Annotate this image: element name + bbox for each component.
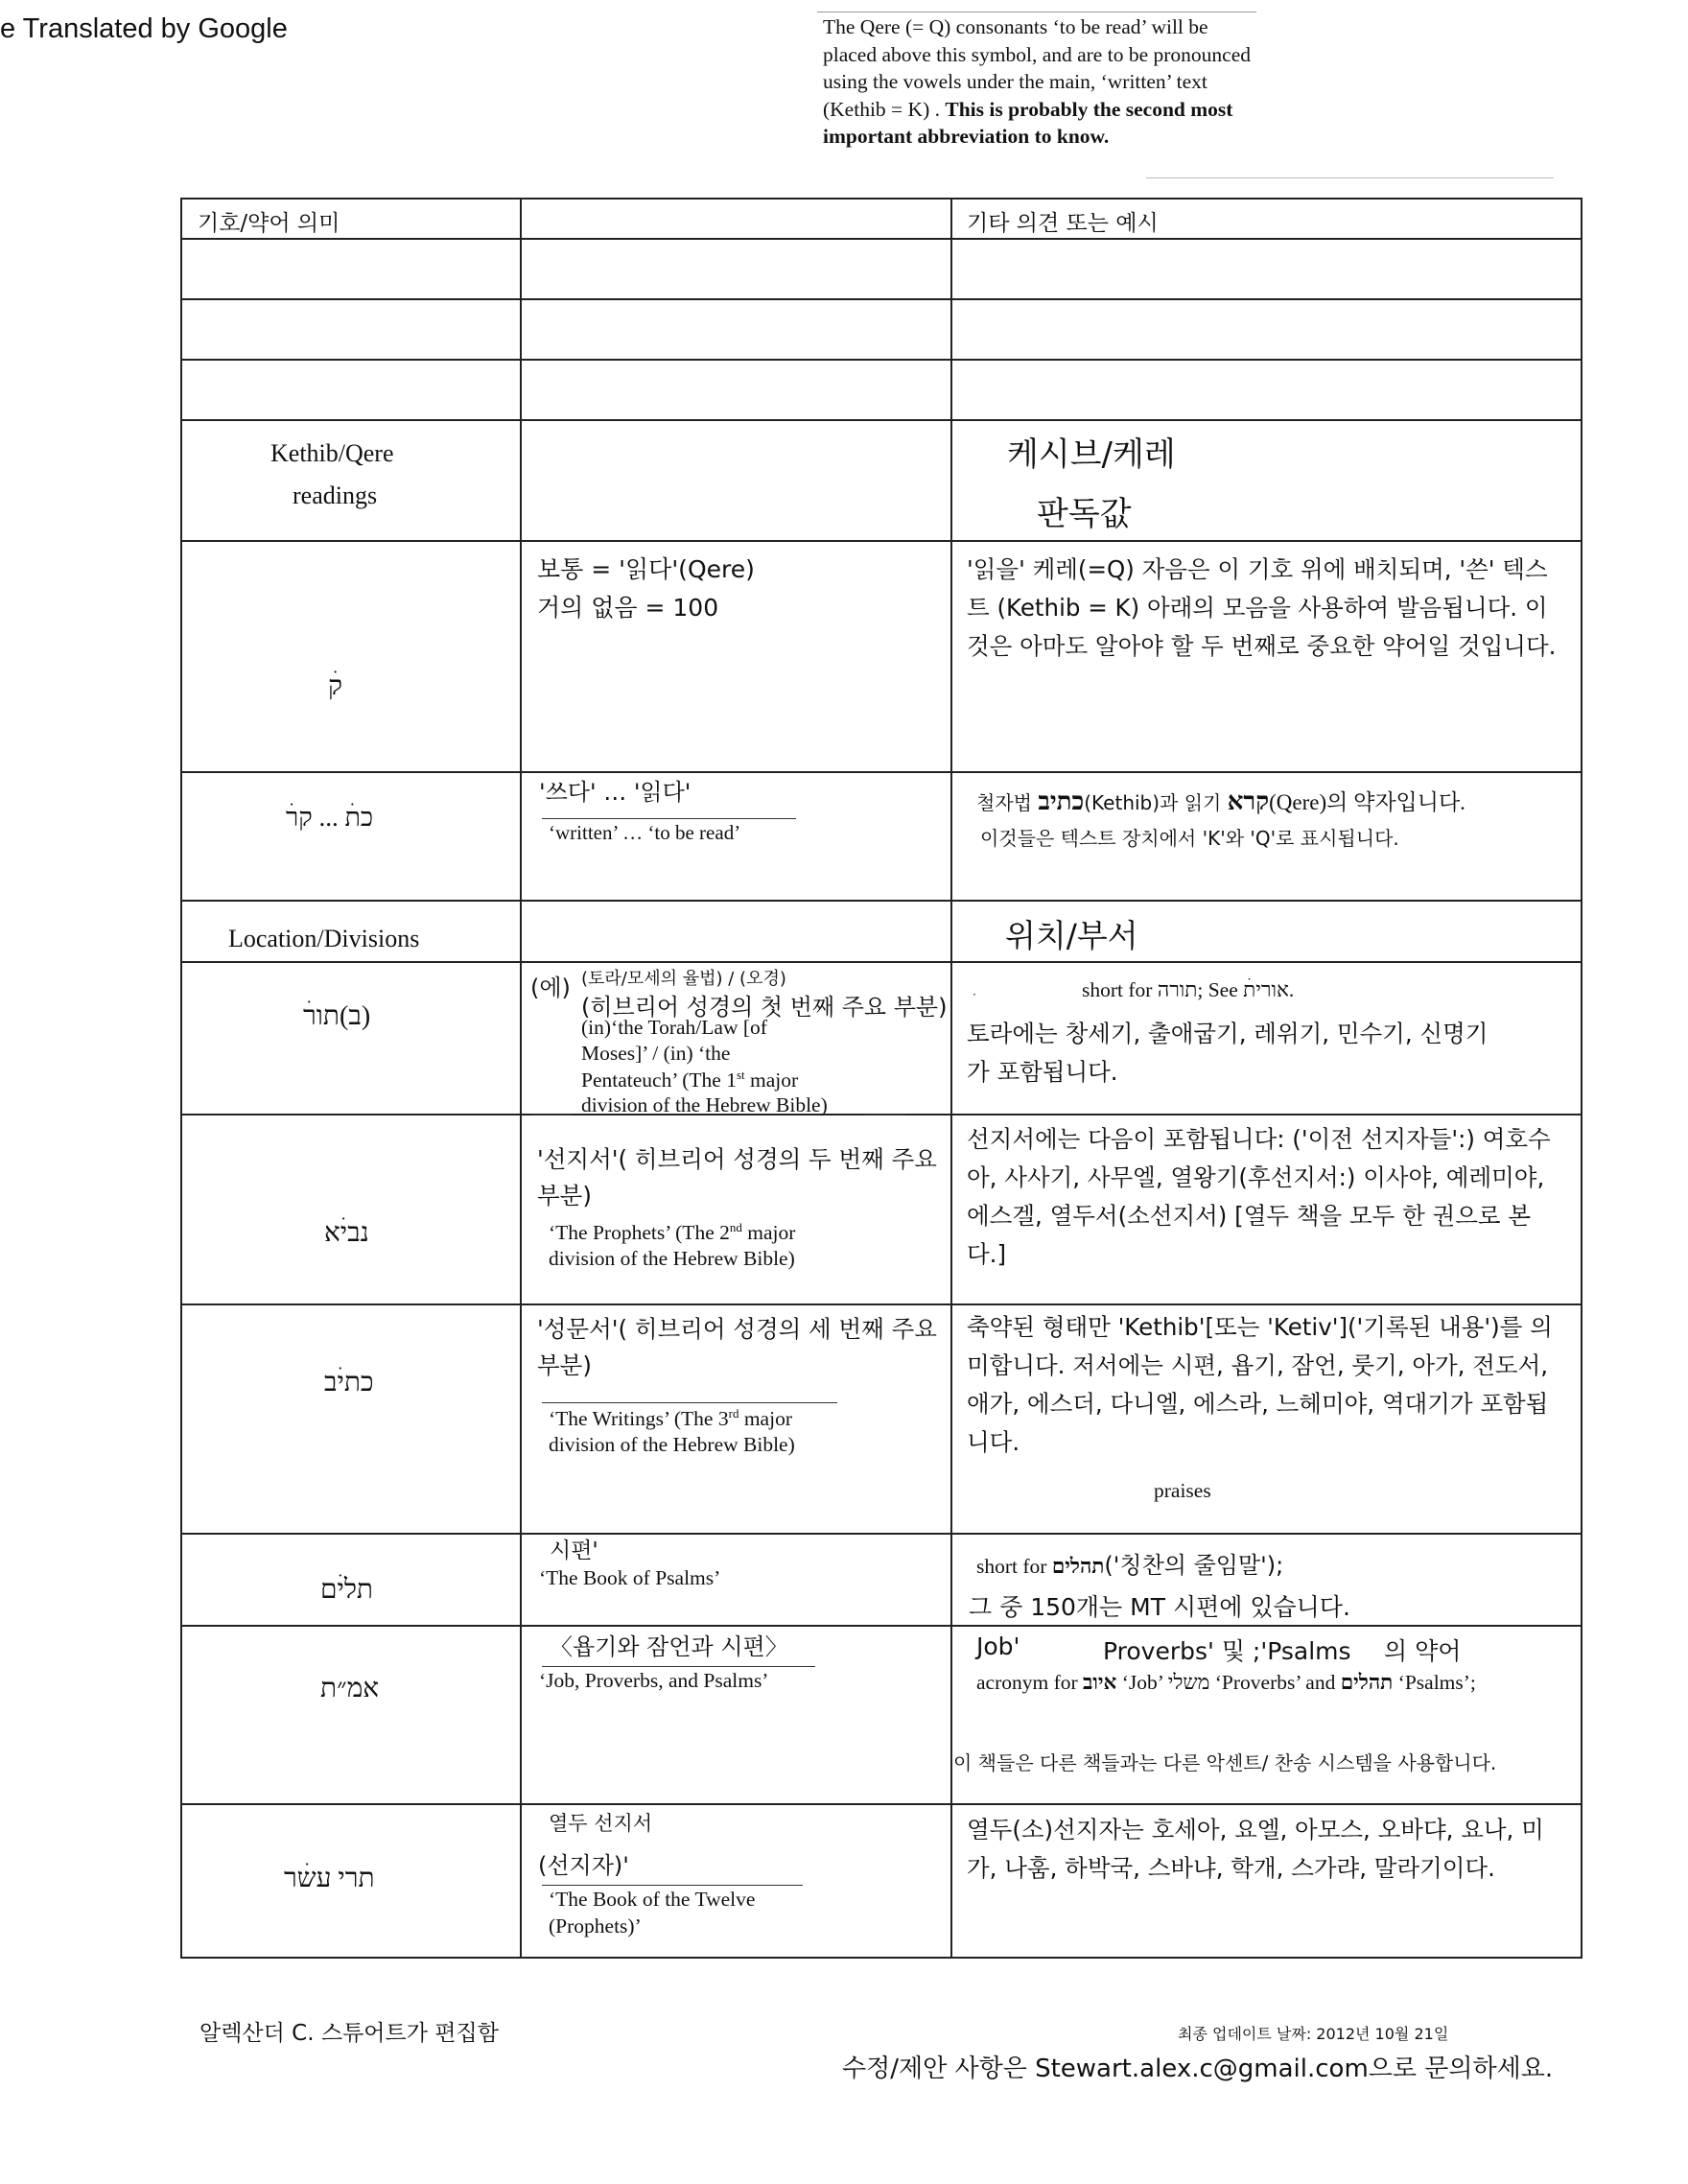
torah-note-en: short for תורה; See אוריתׄ. — [1082, 978, 1295, 1001]
emet-note-en-a: acronym for — [976, 1671, 1078, 1694]
emet-note-ko1-c: 의 약어 — [1384, 1637, 1462, 1665]
top-note — [823, 13, 1264, 151]
kt-qr-note-line2: 이것들은 텍스트 장치에서 'K'와 'Q'로 표시됩니다. — [980, 827, 1399, 850]
trei-asar-underline — [542, 1885, 803, 1886]
ketuvim-meaning-ko: '성문서'( 히브리어 성경의 세 번째 주요 부분) — [537, 1315, 937, 1379]
emet-note-en-c: ‘Proverbs’ and — [1214, 1671, 1336, 1694]
table-rule — [180, 198, 182, 1957]
emet-note-ko1-a: Job' — [976, 1632, 1020, 1660]
kethib-qere-label-line1: Kethib/Qere — [270, 439, 394, 467]
trei-asar-meaning-ko2: (선지자)' — [538, 1852, 629, 1879]
table-rule — [180, 1303, 1582, 1305]
emet-note-en-b: ‘Job’ — [1121, 1671, 1163, 1694]
table-rule — [180, 540, 1582, 542]
nevi-symbol — [324, 1218, 369, 1249]
qof-symbol: קׄ — [328, 671, 342, 701]
torah-meaning-en-line3 — [581, 1068, 798, 1092]
emet-symbol — [320, 1674, 379, 1704]
kt-qr-meaning-en: ‘written’ … ‘to be read’ — [549, 821, 741, 844]
ketuvim-underline — [542, 1402, 837, 1403]
torah-note-ko: 토라에는 창세기, 출애굽기, 레위기, 민수기, 신명기가 포함됩니다. — [967, 1020, 1489, 1086]
torah-symbol — [303, 1001, 370, 1032]
qof-meaning-line2: 거의 없음 = 100 — [537, 594, 719, 622]
kethib-qere-note-line2: 판독값 — [1037, 495, 1132, 533]
torah-prefix: (에) — [530, 975, 571, 1001]
emet-meaning-en: ‘Job, Proverbs, and Psalms’ — [539, 1669, 769, 1692]
orayta-hebrew: אוריתׄ — [1243, 978, 1289, 1001]
kethib-hebrew: כתיב — [1038, 787, 1085, 815]
trei-asar-meaning-en-line2: (Prophets)’ — [549, 1914, 642, 1937]
location-divisions-note: 위치/부서 — [1005, 917, 1138, 954]
qof-note: '읽을' 케레(=Q) 자음은 이 기호 위에 배치되며, '쓴' 텍스트 (Kethib = K) 아래의 모음을 사용하여 발음됩니다. 이것은 아마도 알아야 할 두 번째로 중요한 약어일 것입니다. — [967, 555, 1557, 660]
torah-meaning-en-line4: division of the Hebrew Bible) — [581, 1093, 828, 1116]
tehillim-hebrew: תהלים — [1051, 1555, 1105, 1578]
nevi-meaning-en-line1 — [549, 1220, 795, 1245]
table-rule — [180, 419, 1582, 421]
superscript: st — [736, 1068, 745, 1082]
nevi-symbol-text: נביׄא — [324, 1218, 369, 1248]
torah-note-prefix: short for — [1082, 978, 1153, 1001]
tehillim-meaning-en: ‘The Book of Psalms’ — [539, 1566, 721, 1589]
nevi-meaning-ko: '선지서'( 히브리어 성경의 두 번째 주요 부분) — [537, 1145, 937, 1209]
ketuvim-symbol-text: כתיׄב — [324, 1368, 374, 1397]
torah-meaning-en-line2: Moses]’ / (in) ‘the — [581, 1042, 731, 1065]
ketuvim-note: 축약된 형태만 'Kethib'[또는 'Ketiv']('기록된 내용')를 의미합니다. 저서에는 시편, 욥기, 잠언, 룻기, 아가, 전도서, 애가, 에스더, 다니엘, 에스라, 느헤미야, 역대기가 포함됩니다. — [967, 1313, 1553, 1456]
kethib-qere-label-line2: readings — [293, 481, 378, 509]
table-rule — [180, 238, 1582, 240]
table-rule — [180, 1803, 1582, 1805]
table-rule — [180, 198, 1582, 200]
kt-qr-note-mid: (Kethib)과 읽기 — [1084, 791, 1222, 814]
top-note-rule-2 — [1146, 177, 1554, 178]
torah-meaning-ko: (히브리어 성경의 첫 번째 주요 부분) — [581, 994, 948, 1021]
qof-meaning-line1: 보통 = '읽다'(Qere) — [537, 555, 755, 583]
kethib-qere-note-line1: 케시브/케레 — [1007, 435, 1176, 474]
ketuvim-symbol — [324, 1368, 374, 1398]
job-hebrew: איוב — [1083, 1671, 1117, 1694]
bullet-dot: · — [973, 988, 976, 1001]
table-rule — [180, 359, 1582, 361]
tehillim-note-line2: 그 중 150개는 MT 시편에 있습니다. — [969, 1593, 1350, 1621]
torah-meaning-en-line1: (in)‘the Torah/Law [of — [581, 1016, 767, 1039]
torah-symbol-text: (ב)תורׄ — [303, 1001, 371, 1031]
torah-meaning-en-line3-text: Pentateuch’ (The 1 — [581, 1069, 737, 1092]
footer-editor: 알렉산더 C. 스튜어트가 편집함 — [199, 2021, 499, 2046]
emet-note-ko1-b: Proverbs' 및 ;'Psalms — [1103, 1637, 1351, 1665]
table-rule — [180, 298, 1582, 300]
ketuvim-meaning-en-line1 — [549, 1406, 792, 1431]
table-rule — [180, 771, 1582, 773]
tehillim-meaning-ko: 시편' — [550, 1538, 598, 1563]
trei-asar-symbol — [284, 1864, 375, 1894]
table-rule — [180, 900, 1582, 902]
emet-note-en-d: ‘Psalms’; — [1397, 1671, 1476, 1694]
column-header-symbol: 기호/약어 의미 — [198, 211, 340, 236]
trei-asar-meaning-ko1: 열두 선지서 — [549, 1812, 653, 1835]
kt-qr-note-line1 — [976, 785, 1465, 816]
table-rule — [180, 1533, 1582, 1535]
torah-small: (토라/모세의 율법) / (오경) — [581, 969, 786, 989]
emet-note-en — [976, 1671, 1476, 1695]
torah-note-mid: ; See — [1197, 978, 1238, 1001]
table-rule — [180, 1957, 1582, 1959]
trei-asar-note: 열두(소)선지자는 호세아, 요엘, 아모스, 오바댜, 요나, 미가, 나훔, 하박국, 스바냐, 학개, 스가랴, 말라기이다. — [967, 1816, 1544, 1882]
kt-qr-meaning-ko: '쓰다' … '읽다' — [539, 779, 692, 806]
torah-meaning-en-line3-after: major — [744, 1069, 799, 1092]
ketuvim-meaning-en-line2: division of the Hebrew Bible) — [549, 1433, 795, 1456]
location-divisions-label: Location/Divisions — [228, 925, 420, 952]
trei-asar-symbol-text: תרי עשׄר — [284, 1864, 375, 1893]
superscript: rd — [728, 1406, 739, 1421]
qere-hebrew: קרא — [1227, 787, 1270, 815]
google-translate-label: e Translated by Google — [0, 13, 288, 44]
tehillim-symbol-text: תליׄם — [320, 1575, 373, 1605]
top-note-text: The Qere (= Q) consonants ‘to be read’ will be placed above this symbol, and are to be pronounced using the vowels under the main, ‘written’ text (Kethib = K) . — [823, 15, 1251, 121]
emet-meaning-ko: 〈욥기와 잠언과 시편〉 — [550, 1633, 788, 1660]
top-note-bold: This is probably the second most important abbreviation to know. — [823, 97, 1233, 148]
kt-qr-note-suffix: (Qere)의 약자입니다. — [1269, 790, 1465, 814]
psalms-hebrew: תהלים — [1340, 1671, 1394, 1694]
nevi-meaning-en-line2: division of the Hebrew Bible) — [549, 1247, 795, 1270]
kt-qr-symbol — [286, 803, 373, 833]
footer-updated-date: 최종 업데이트 날짜: 2012년 10월 21일 — [1178, 2025, 1449, 2043]
table-rule — [520, 198, 522, 1957]
emet-symbol-text: אמ״ת — [320, 1674, 380, 1703]
kt-qr-underline — [542, 818, 796, 819]
proverbs-hebrew: משלי — [1167, 1671, 1210, 1694]
nevi-note: 선지서에는 다음이 포함됩니다: ('이전 선지자들':) 여호수아, 사사기, 사무엘, 열왕기(후선지서:) 이사야, 예레미야, 에스겔, 열두서(소선지서) [열두 책을 모두 한 권으로 본다.] — [967, 1125, 1551, 1268]
emet-note-ko2: 이 책들은 다른 책들과는 다른 악센트/ 찬송 시스템을 사용합니다. — [953, 1751, 1497, 1774]
column-header-comments: 기타 의견 또는 예시 — [967, 211, 1159, 236]
table-rule — [1581, 198, 1582, 1957]
ketuvim-meaning-en-after: major — [738, 1407, 792, 1431]
ketuvim-meaning-en-text: ‘The Writings’ (The 3 — [549, 1407, 729, 1431]
kt-qr-symbol-text: כתׄ ... קרׄ — [286, 803, 374, 832]
tehillim-note-prefix: short for — [976, 1555, 1047, 1578]
table-rule — [950, 198, 952, 1957]
trei-asar-meaning-en-line1: ‘The Book of the Twelve — [549, 1888, 756, 1911]
emet-underline — [542, 1666, 815, 1667]
kt-qr-note-prefix: 철자법 — [976, 791, 1032, 814]
table-rule — [180, 1625, 1582, 1627]
tehillim-symbol — [320, 1575, 373, 1606]
ketuvim-note-en: praises — [1154, 1479, 1211, 1502]
tehillim-note-ko-suffix: ('칭찬의 줄임말'); — [1104, 1552, 1284, 1579]
superscript: nd — [729, 1220, 742, 1234]
tehillim-note-line1 — [976, 1546, 1283, 1580]
table-rule — [180, 961, 1582, 963]
nevi-meaning-en-after: major — [741, 1221, 796, 1245]
nevi-meaning-en-text: ‘The Prophets’ (The 2 — [549, 1221, 730, 1245]
footer-contact: 수정/제안 사항은 Stewart.alex.c@gmail.com으로 문의하세요. — [842, 2055, 1554, 2083]
torah-hebrew: תורה — [1157, 978, 1198, 1001]
